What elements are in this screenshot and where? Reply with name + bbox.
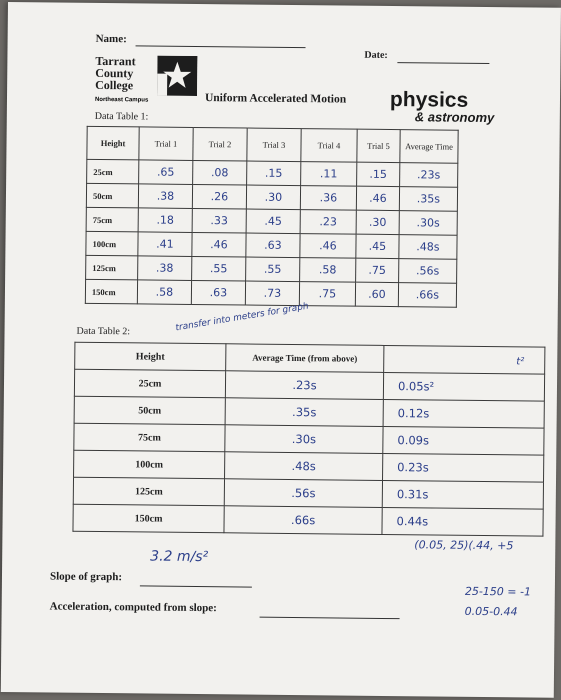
handwritten-calc-note-2: 0.05-0.44 <box>464 604 518 619</box>
cell-value: .18 <box>138 208 192 233</box>
cell-value: .58 <box>137 280 191 305</box>
name-label: Name: <box>95 32 127 46</box>
table-row <box>85 279 456 307</box>
table1-header-trial2: Trial 2 <box>193 127 247 161</box>
table1-header-row <box>87 126 458 163</box>
cell-value: .63 <box>246 233 300 258</box>
row-height: 50cm <box>86 183 138 208</box>
row-height: 75cm <box>74 423 225 452</box>
table1-header-average: Average Time <box>400 130 458 164</box>
cell-average: .30s <box>225 425 383 454</box>
table2-title: Data Table 2: <box>76 325 131 338</box>
table1-header-height: Height <box>87 126 139 160</box>
cell-tsquared: 0.44s <box>382 507 543 536</box>
row-height: 25cm <box>87 159 139 184</box>
cell-value: .73 <box>245 281 299 306</box>
slope-answer-line <box>140 585 252 587</box>
cell-average: .56s <box>399 259 457 284</box>
subject-astronomy: & astronomy <box>414 109 495 126</box>
cell-value: .15 <box>247 161 301 186</box>
date-label: Date: <box>364 49 388 61</box>
cell-value: .36 <box>300 186 356 211</box>
table-row <box>73 504 543 536</box>
cell-tsquared: 0.12s <box>383 399 544 428</box>
slope-value: 3.2 m/s² <box>150 548 209 566</box>
row-height: 150cm <box>73 504 224 533</box>
subject-physics: physics <box>389 88 469 112</box>
table2-header-tsquared: t² <box>384 345 545 374</box>
cell-value: .15 <box>357 162 400 186</box>
cell-value: .38 <box>138 184 192 209</box>
cell-average: .48s <box>399 235 457 260</box>
cell-average: .35s <box>225 398 383 427</box>
cell-average: .48s <box>225 452 383 481</box>
row-height: 75cm <box>86 207 138 232</box>
cell-average: .30s <box>399 211 457 236</box>
cell-value: .46 <box>300 234 356 259</box>
cell-average: .23s <box>400 163 458 188</box>
cell-value: .41 <box>138 232 192 257</box>
college-name: Tarrant County College <box>95 53 136 93</box>
cell-value: .75 <box>299 282 355 307</box>
cell-average: .66s <box>224 506 382 535</box>
cell-value: .75 <box>356 258 399 282</box>
cell-tsquared: 0.23s <box>383 453 544 482</box>
row-height: 125cm <box>86 255 138 280</box>
table2-header-height: Height <box>75 342 226 371</box>
acceleration-label: Acceleration, computed from slope: <box>49 600 217 615</box>
row-height: 50cm <box>74 396 225 425</box>
row-height: 150cm <box>85 279 137 304</box>
cell-value: .45 <box>356 234 399 258</box>
table1-header-trial5: Trial 5 <box>357 129 400 162</box>
cell-average: .23s <box>225 371 383 400</box>
cell-value: .45 <box>246 209 300 234</box>
date-line <box>397 62 489 64</box>
cell-value: .55 <box>192 256 246 281</box>
acceleration-answer-line <box>260 617 400 619</box>
cell-value: .58 <box>300 258 356 283</box>
cell-value: .30 <box>246 185 300 210</box>
row-height: 25cm <box>74 369 225 398</box>
cell-value: .46 <box>192 232 246 257</box>
name-line <box>136 45 306 48</box>
cell-value: .08 <box>193 160 247 185</box>
data-table-2 <box>72 342 545 537</box>
cell-value: .38 <box>138 256 192 281</box>
college-star-logo <box>157 56 197 96</box>
campus-label: Northeast Campus <box>94 96 149 104</box>
cell-average: .56s <box>224 479 382 508</box>
handwritten-calc-note-1: 25-150 = -1 <box>464 584 532 599</box>
cell-value: .33 <box>192 208 246 233</box>
table1-header-trial3: Trial 3 <box>247 128 301 162</box>
cell-value: .63 <box>191 280 245 305</box>
cell-average: .35s <box>399 187 457 212</box>
row-height: 125cm <box>73 477 224 506</box>
cell-value: .11 <box>301 162 357 187</box>
cell-value: .30 <box>356 210 399 234</box>
data-table-1 <box>85 126 459 308</box>
cell-value: .55 <box>246 257 300 282</box>
cell-value: .65 <box>139 160 193 185</box>
worksheet-title: Uniform Accelerated Motion <box>204 92 347 106</box>
cell-tsquared: 0.09s <box>383 426 544 455</box>
slope-label: Slope of graph: <box>49 570 123 584</box>
handwritten-transfer-note: transfer into meters for graph <box>174 301 310 334</box>
row-height: 100cm <box>86 231 138 256</box>
cell-tsquared: 0.31s <box>382 480 543 509</box>
cell-value: .46 <box>356 186 399 210</box>
cell-average: .66s <box>398 283 456 308</box>
table1-header-trial1: Trial 1 <box>139 127 193 161</box>
cell-value: .23 <box>300 210 356 235</box>
worksheet-page <box>1 2 561 698</box>
cell-value: .26 <box>192 184 246 209</box>
table1-header-trial4: Trial 4 <box>301 129 357 163</box>
table2-header-average: Average Time (from above) <box>226 344 384 373</box>
handwritten-points-note: (0.05, 25)(.44, +5 <box>414 538 514 553</box>
table1-title: Data Table 1: <box>94 110 149 123</box>
row-height: 100cm <box>74 450 225 479</box>
cell-value: .60 <box>355 282 398 306</box>
cell-tsquared: 0.05s² <box>383 372 544 401</box>
